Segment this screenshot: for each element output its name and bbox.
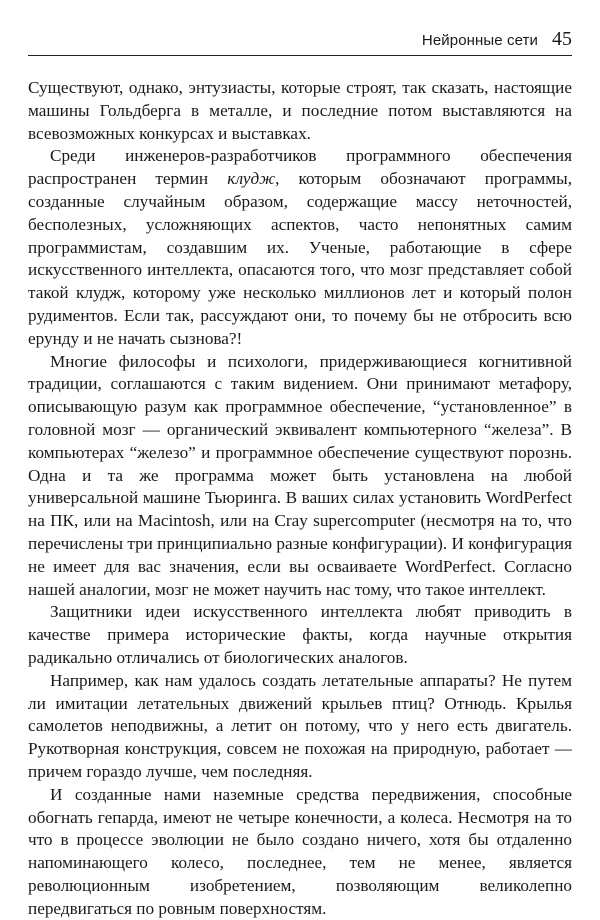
paragraph-4: Защитники идеи искусственного интеллекта любят приводить в качестве примера исторические факты, когда научные открытия радикально отличались от биологических аналогов. (28, 602, 572, 667)
paragraph-3: Многие философы и психологи, придерживающиеся когнитивной традиции, соглашаются с таким видением. Они принимают метафору, описывающую разум как программное обеспечение, “установленное” в головной мозг — органический эквивалент компьютерного “железа”. В компьютерах “железо” и программное обеспечение существуют порознь. Одна и та же программа может быть установлена на любой универсальной машине Тьюринга. В ваших силах установить WordPerfect на ПК, или на Macintosh, или на Cray supercomputer (несмотря на то, что перечислены три принципиально разные конфигурации). И конфигурация не имеет для вас значения, если вы осваиваете WordPerfect. Согласно нашей аналогии, мозг не может научить нас тому, что такое интеллект. (28, 351, 572, 599)
paragraph-2-after: , которым обозначают программы, созданные случайным образом, содержащие массу неточностей, бесполезных, усложняющих аспектов, часто непонятных самим программистам, создавшим их. Ученые, работающие в сфере искусственного интеллекта, опасаются того, что мозг представляет собой такой клудж, которому уже несколько миллионов лет и который полон рудиментов. Если так, рассуждают они, то почему бы не отбросить всю ерунду и не начать сызнова?! (28, 169, 572, 348)
page-number: 45 (552, 28, 572, 50)
running-header (28, 28, 572, 52)
header-rule (28, 55, 572, 56)
term-kludge: клудж (227, 169, 276, 189)
paragraph-6: И созданные нами наземные средства передвижения, способные обогнать гепарда, имеют не четыре конечности, а колеса. Несмотря на то что в процессе эволюции не было создано ничего, хотя бы отдаленно напоминающего колесо, последнее, тем не менее, является революционным изобретением, позволяющим великолепно передвигаться по ровным поверхностям. (28, 784, 572, 918)
paragraph-1: Существуют, однако, энтузиасты, которые строят, так сказать, настоящие машины Гольдберга в металле, и последние потом выставляются на всевозможных конкурсах и выставках. (28, 78, 572, 143)
body-text (28, 77, 572, 920)
paragraph-2-before: Среди инженеров-разработчиков программного обеспечения распространен термин (28, 146, 572, 189)
paragraph-5: Например, как нам удалось создать летательные аппараты? Не путем ли имитации летательных движений крыльев птиц? Отнюдь. Крылья самолетов неподвижны, а летит он потому, что у него есть двигатель. Рукотворная конструкция, совсем не похожая на природную, работает — причем гораздо лучше, чем последняя. (28, 670, 572, 781)
paragraph-2 (28, 145, 572, 350)
header-title: Нейронные сети (421, 32, 538, 49)
